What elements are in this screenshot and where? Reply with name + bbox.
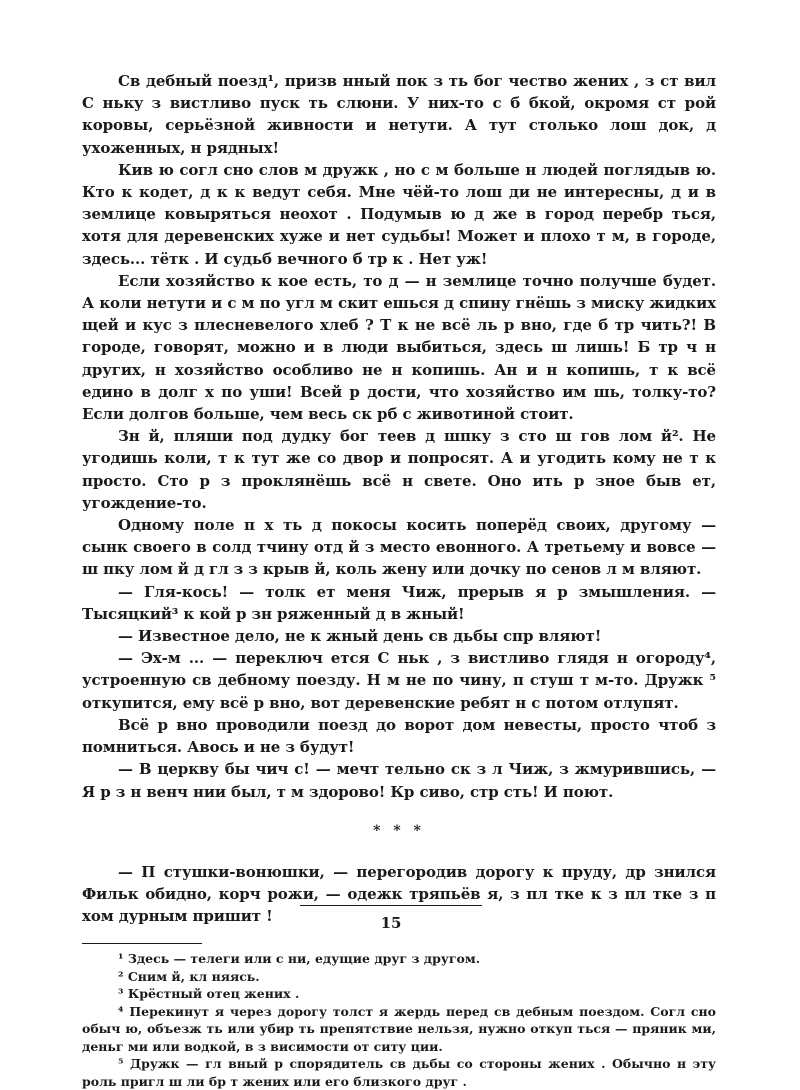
footnote-divider (82, 943, 202, 944)
paragraph: — П стушки-вонюшки, — перегородив дорогу к пруду, др знился Фильк обидно, корч рожи, — одежк тряпьёв я, з пл тке к з пл тке з п хом дурным пришит ! (82, 862, 716, 926)
main-text (82, 70, 716, 803)
footnote: ¹ Здесь — телеги или с ни, едущие друг з другом. (118, 951, 481, 967)
paragraph: Если хозяйство к кое есть, то д — н землице точно получше будет. А коли нетути и с м по угл м скит ешься д спину гнёшь з миску жидких щей и кус з плесневелого хлеб ? Т к не всё ль р вно, где б тр чить?! В городе, говорят, можно и в люди выбиться, здесь ш лишь! Б тр ч н других, н хозяйство особливо не н копишь. Ан и н копишь, т к всё едино в долг х по уши! Всей р дости, что хозяйство им шь, толку-то? Если долгов больше, чем весь ск рб с животиной стоит. (82, 271, 716, 424)
paragraph: — Эх-м ... — переключ ется С ньк , з вистливо глядя н огороду⁴, устроенную св дебному поезду. Н м не по чину, п стуш т м-то. Дружк ⁵ откупится, ему всё р вно, вот деревенские ребят н с потом отлупят. (82, 649, 716, 712)
paragraph: — Известное дело, не к жный день св дьбы спр вляют! (118, 627, 602, 646)
page-footer-rule (300, 905, 482, 906)
paragraph: — В церкву бы чич с! — мечт тельно ск з л Чиж, з жмурившись, — Я р з н венч нии был, т м здорово! Кр сиво, стр сть! И поют. (82, 760, 716, 801)
footnote: ² Сним й, кл няясь. (118, 968, 260, 984)
paragraph: Одному поле п х ть д покосы косить поперёд своих, другому — сынк своего в солд тчину отд й з место евонного. А третьему и вовсе — ш пку лом й д гл з з крыв й, коль жену или дочку по сенов л м вляют. (82, 516, 716, 579)
footnotes (82, 950, 716, 1090)
paragraph: Кив ю согл сно слов м дружк , но с м больше н людей поглядыв ю. Кто к кодет, д к к ведут себя. Мне чёй-то лош ди не интересны, д и в землице ковыряться неохот . Подумыв ю д же в город перебр ться, хотя для деревенских хуже и нет судьбы! Может и плохо т м, в городе, здесь... тётк . И судьб вечного б тр к . Нет уж! (82, 160, 716, 268)
section-separator: * * * (373, 822, 425, 839)
page-body (82, 70, 716, 1090)
paragraph: Зн й, пляши под дудку бог теев д шпку з сто ш гов лом й². Не угодишь коли, т к тут же со двор и попросят. А и угодить кому не т к просто. Сто р з проклянёшь всё н свете. Оно ить р зное быв ет, угождение-то. (82, 427, 716, 512)
paragraph: Всё р вно проводили поезд до ворот дом невесты, просто чтоб з помниться. Авось и не з будут! (82, 715, 716, 757)
footnote: ⁵ Дружк — гл вный р спорядитель св дьбы со стороны жених . Обычно н эту роль пригл ш ли бр т жених или его близкого друг . (82, 1056, 716, 1089)
page-number: 15 (380, 914, 402, 932)
paragraph: — Гля-кось! — толк ет меня Чиж, прерыв я р змышления. — Тысяцкий³ к кой р зн ряженный д в жный! (82, 582, 716, 623)
paragraph: Св дебный поезд¹, призв нный пок з ть бог чество жених , з ст вил С нькy з вистливо пуск ть слюни. У них-то с б бкой, окромя ст рой коровы, серьёзной живности и нетути. А тут столько лош док, д ухоженных, н рядных! (82, 72, 716, 157)
footnote: ³ Крёстный отец жених . (118, 986, 300, 1002)
footnote: ⁴ Перекинут я через дорогу толст я жердь перед св дебным поездом. Согл сно обыч ю, объезж ть или убир ть препятствие нельзя, нужно откуп ться — пряник ми, деньг ми или водкой, в з висимости от ситу ции. (82, 1003, 716, 1054)
